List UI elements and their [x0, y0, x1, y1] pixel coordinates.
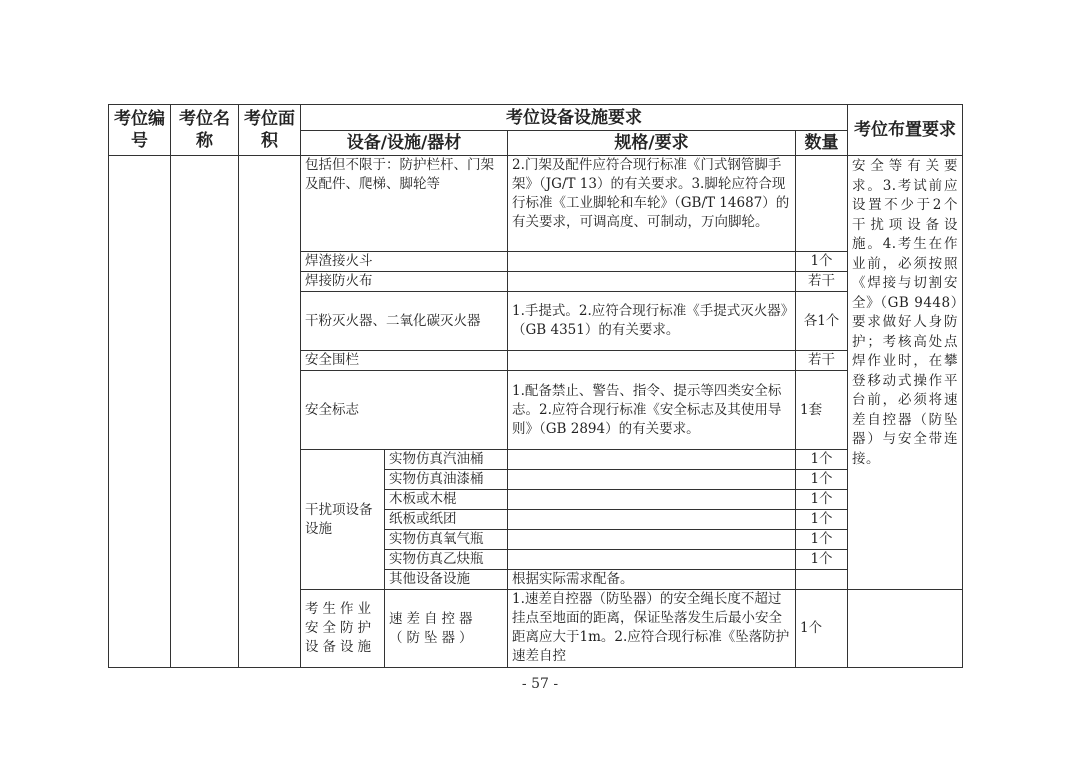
- page-number: - 57 -: [521, 676, 559, 692]
- equipment-item: 安全标志: [301, 371, 508, 450]
- interference-item: 实物仿真乙炔瓶: [385, 550, 508, 570]
- spec-cell: 根据实际需求配备。: [508, 570, 796, 590]
- equipment-item: 包括但不限于：防护栏杆、门架及配件、爬梯、脚轮等: [301, 156, 508, 252]
- spec-cell: [508, 470, 796, 490]
- spec-cell: [508, 530, 796, 550]
- quantity-cell: 1个: [796, 490, 848, 510]
- spec-cell: [508, 490, 796, 510]
- header-spec: 规格/要求: [508, 131, 796, 156]
- quantity-cell: 1个: [796, 252, 848, 272]
- spec-cell: 1.配备禁止、警告、指令、提示等四类安全标志。2.应符合现行标准《安全标志及其使用导则》（GB 2894）的有关要求。: [508, 371, 796, 450]
- exam-position-number-cell: [109, 156, 171, 668]
- interference-item: 实物仿真油漆桶: [385, 470, 508, 490]
- exam-position-name-cell: [171, 156, 239, 668]
- quantity-cell: 1个: [796, 550, 848, 570]
- equipment-item: 焊渣接火斗: [301, 252, 508, 272]
- equipment-requirements-table: [108, 104, 963, 668]
- quantity-cell: 若干: [796, 351, 848, 371]
- interference-item: 纸板或纸团: [385, 510, 508, 530]
- header-exam-position-number: 考位编号: [109, 105, 171, 156]
- quantity-cell: 1个: [796, 530, 848, 550]
- spec-cell: 2.门架及配件应符合现行标准《门式钢管脚手架》（JG/T 13）的有关要求。3.脚轮应符合现行标准《工业脚轮和车轮》（GB/T 14687）的有关要求，可调高度、可制动，万向脚轮。: [508, 156, 796, 252]
- quantity-cell: 1个: [796, 590, 848, 668]
- quantity-cell: [796, 156, 848, 252]
- quantity-cell: 1个: [796, 450, 848, 470]
- header-exam-position-area: 考位面积: [239, 105, 301, 156]
- spec-cell: [508, 550, 796, 570]
- equipment-item: 干粉灭火器、二氧化碳灭火器: [301, 292, 508, 351]
- header-quantity: 数量: [796, 131, 848, 156]
- header-exam-position-name: 考位名称: [171, 105, 239, 156]
- interference-item: 实物仿真汽油桶: [385, 450, 508, 470]
- spec-cell: 1.手提式。2.应符合现行标准《手提式灭火器》（GB 4351）的有关要求。: [508, 292, 796, 351]
- spec-cell: [508, 510, 796, 530]
- header-equipment: 设备/设施/器材: [301, 131, 508, 156]
- quantity-cell: 各1个: [796, 292, 848, 351]
- equipment-item: 安全围栏: [301, 351, 508, 371]
- layout-requirements-empty-cell: [848, 590, 963, 668]
- quantity-cell: 1套: [796, 371, 848, 450]
- quantity-cell: 1个: [796, 510, 848, 530]
- equipment-item: 焊接防火布: [301, 272, 508, 292]
- exam-position-area-cell: [239, 156, 301, 668]
- header-equipment-requirements: 考位设备设施要求: [301, 105, 848, 131]
- quantity-cell: 1个: [796, 470, 848, 490]
- header-layout-requirements: 考位布置要求: [848, 105, 963, 156]
- spec-cell: [508, 450, 796, 470]
- quantity-cell: 若干: [796, 272, 848, 292]
- protection-group-label: 考生作业安全防护设备设施: [301, 590, 385, 668]
- spec-cell: [508, 252, 796, 272]
- spec-cell: [508, 351, 796, 371]
- interference-group-label: 干扰项设备设施: [301, 450, 385, 590]
- quantity-cell: [796, 570, 848, 590]
- protection-item: 速差自控器（防坠器）: [385, 590, 508, 668]
- interference-item: 实物仿真氧气瓶: [385, 530, 508, 550]
- interference-item: 木板或木棍: [385, 490, 508, 510]
- layout-requirements-cell: 安全等有关要求。3.考试前应设置不少于2个干扰项设备设施。4.考生在作业前，必须按照《焊接与切割安全》（GB 9448）要求做好人身防护；考核高处点焊作业时，在攀登移动式操作平台前，必须将速差自控器（防坠器）与安全带连接。: [848, 156, 963, 590]
- spec-cell: 1.速差自控器（防坠器）的安全绳长度不超过挂点至地面的距离，保证坠落发生后最小安全距离应大于1m。2.应符合现行标准《坠落防护 速差自控: [508, 590, 796, 668]
- interference-item: 其他设备设施: [385, 570, 508, 590]
- spec-cell: [508, 272, 796, 292]
